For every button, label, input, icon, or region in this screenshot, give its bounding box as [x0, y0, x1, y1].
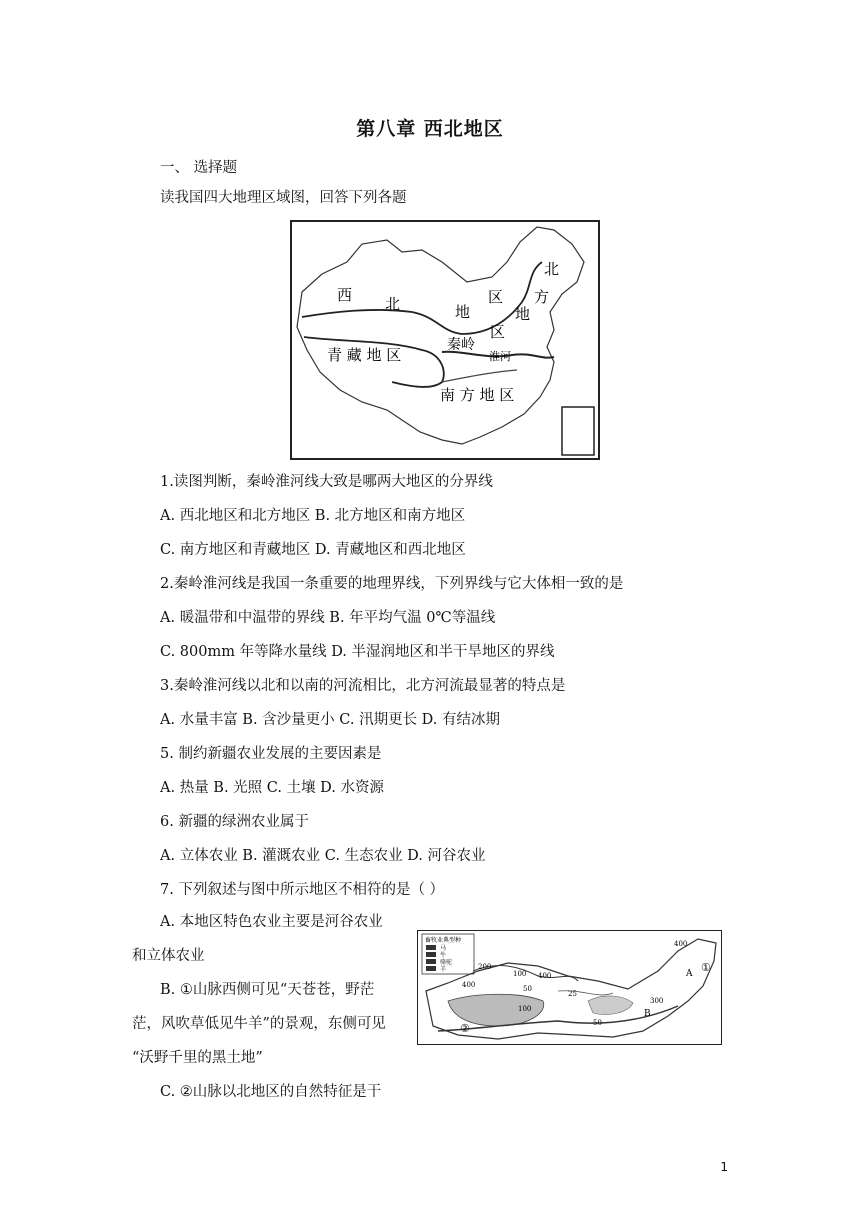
question-line: C. 南方地区和青藏地区 D. 青藏地区和西北地区 — [160, 542, 466, 558]
question-line: 1.读图判断，秦岭淮河线大致是哪两大地区的分界线 — [160, 474, 493, 490]
point-label-b: B — [644, 1009, 651, 1019]
q7-option-c-line1: C. ②山脉以北地区的自然特征是干 — [160, 1084, 382, 1100]
section-heading: 一、 选择题 — [160, 160, 238, 176]
legend-item: 骆驼 — [440, 959, 453, 966]
china-regions-map-svg — [292, 222, 598, 458]
legend-item: 牛 — [440, 952, 447, 959]
q7-option-b-line3: “沃野千里的黑土地” — [132, 1050, 263, 1066]
china-regions-map — [290, 220, 600, 460]
northwest-region-map-svg — [418, 931, 720, 1043]
map1-label: 区 — [490, 323, 506, 341]
question-line: A. 暖温带和中温带的界线 B. 年平均气温 0℃等温线 — [160, 610, 496, 626]
isoline-label: 400 — [674, 940, 688, 948]
sheep-icon — [426, 966, 436, 971]
chapter-title: 第八章 西北地区 — [356, 118, 504, 140]
map1-label: 区 — [488, 288, 504, 306]
q7-option-b-line2: 茫，风吹草低见牛羊”的景观，东侧可见 — [132, 1016, 386, 1032]
isoline-label: 400 — [462, 981, 476, 989]
map1-label: 青 藏 地 区 — [327, 346, 402, 364]
point-label-a: A — [686, 969, 693, 979]
map1-label: 南 方 地 区 — [440, 386, 515, 404]
legend-item: 羊 — [440, 966, 447, 973]
contour-line — [558, 991, 613, 995]
map1-label: 地 — [455, 303, 471, 321]
south-boundary — [442, 370, 517, 382]
map1-label: 秦岭 — [447, 337, 475, 353]
map1-label: 北 — [385, 295, 401, 313]
legend-title: 畜牧业典型种 — [425, 937, 462, 944]
map1-label: 北 — [544, 260, 560, 278]
horse-icon — [426, 945, 436, 950]
q7-option-a-line1: A. 本地区特色农业主要是河谷农业 — [160, 914, 383, 930]
desert-area — [588, 996, 633, 1015]
question-line: 5. 制约新疆农业发展的主要因素是 — [160, 746, 382, 762]
isoline-label: 50 — [523, 985, 532, 993]
isoline-label: 200 — [478, 963, 492, 971]
question-line: 3.秦岭淮河线以北和以南的河流相比，北方河流最显著的特点是 — [160, 678, 566, 694]
question-line: 2.秦岭淮河线是我国一条重要的地理界线，下列界线与它大体相一致的是 — [160, 576, 624, 592]
map1-label: 淮河 — [489, 350, 511, 363]
question-line: A. 水量丰富 B. 含沙量更小 C. 汛期更长 D. 有结冰期 — [160, 712, 501, 728]
mountain-marker-1: ① — [701, 961, 711, 974]
isoline-label: 100 — [518, 1005, 532, 1013]
map1-label: 方 — [534, 288, 550, 306]
question-line: C. 800mm 年等降水量线 D. 半湿润地区和半干旱地区的界线 — [160, 644, 555, 660]
isoline-label: 300 — [650, 997, 664, 1005]
intro-text: 读我国四大地理区域图，回答下列各题 — [160, 190, 407, 206]
isoline-label: 100 — [513, 970, 527, 978]
question-line: A. 热量 B. 光照 C. 土壤 D. 水资源 — [160, 780, 385, 796]
page-number: 1 — [720, 1160, 728, 1174]
cattle-icon — [426, 952, 436, 957]
q7-option-a-line2: 和立体农业 — [132, 948, 205, 964]
isoline-label: 25 — [568, 990, 577, 998]
isoline-label: 50 — [593, 1019, 602, 1027]
map1-label: 西 — [337, 286, 353, 304]
legend-item: 马 — [440, 945, 447, 952]
map1-label: 地 — [515, 305, 531, 323]
northwest-region-map — [417, 930, 722, 1045]
mountain-marker-2: ② — [460, 1022, 470, 1035]
isoline-label: 400 — [538, 972, 552, 980]
question-line: A. 西北地区和北方地区 B. 北方地区和南方地区 — [160, 508, 466, 524]
camel-icon — [426, 959, 436, 964]
china-outline — [297, 227, 584, 444]
question-line: 6. 新疆的绿洲农业属于 — [160, 814, 309, 830]
question-line: A. 立体农业 B. 灌溉农业 C. 生态农业 D. 河谷农业 — [160, 848, 486, 864]
south-sea-inset — [562, 407, 594, 455]
q7-option-b-line1: B. ①山脉西侧可见“天苍苍，野茫 — [160, 982, 375, 998]
question-line: 7. 下列叙述与图中所示地区不相符的是（ ） — [160, 882, 445, 898]
